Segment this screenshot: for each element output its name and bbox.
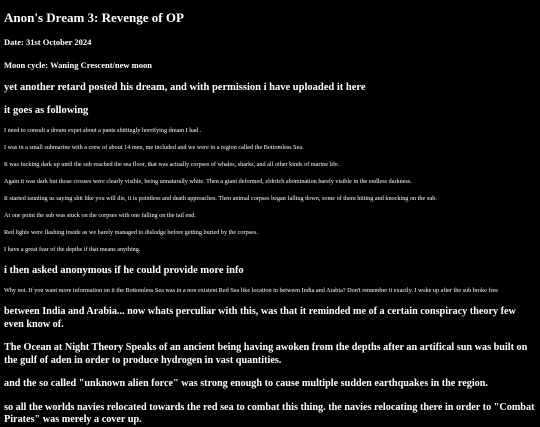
question-heading: i then asked anonymous if he could provide more info [4,265,244,276]
anonymous-reply: Why not. If you want more information on it the Bottomless Sea was in a non existent Red Sea like location in between India and Arabia? Don't remember it exactly. I woke up after the sub broke free [4,287,499,294]
dream-paragraph: Red lights were flashing inside as we barely managed to dislodge before getting buried by the corpses. [4,229,258,236]
dream-paragraph: I was in a small submarine with a crew of about 14 men, me included and we were in a region called the Bottomless Sea. [4,144,304,151]
date-line: Date: 31st October 2024 [4,37,92,47]
commentary-paragraph: The Ocean at Night Theory Speaks of an ancient being having awoken from the depths after an artifical sun was built on the gulf of aden in order to produce hydrogen in vast quantities. [4,342,528,366]
dream-paragraph: At one point the sub was stuck on the corpses with one falling on the tail end. [4,212,196,219]
moon-cycle-line: Moon cycle: Waning Crescent/new moon [4,60,152,70]
dream-paragraph: It started taunting us saying shit like you will die, it is pointless and death approaches. Then animal corpses began falling down, some of them hitting and knocking on the sub. [4,195,437,202]
commentary-paragraph: so all the worlds navies relocated towards the red sea to combat this thing. the navies relocating there in order to "Combat Pirates" was merely a cover up. [4,401,535,425]
intro-line: yet another retard posted his dream, and with permission i have uploaded it here [4,82,366,93]
intro-subheading: it goes as following [4,105,89,116]
commentary-paragraph: between India and Arabia... now whats perculiar with this, was that it reminded me of a certain conspiracy theory few even know of. [4,306,516,330]
dream-paragraph: I have a great fear of the depths if that means anything. [4,246,141,253]
page-title: Anon's Dream 3: Revenge of OP [4,10,184,25]
dream-paragraph: It was fucking dark up until the sub reached the sea floor, that was actually corpses of whales, sharks, and all other kinds of marine life. [4,161,340,168]
dream-paragraph: I need to consult a dream expet about a pants shittingly horrifying dream I had . [4,127,202,134]
dream-paragraph: Again it was dark but those crosses were clearly visible, being unnaturally white. Then a giant deformed, eldritch abomination barely visible in the endless darkness. [4,178,412,185]
commentary-paragraph: and the so called "unknown alien force" was strong enough to cause multiple sudden earthquakes in the region. [4,378,488,389]
